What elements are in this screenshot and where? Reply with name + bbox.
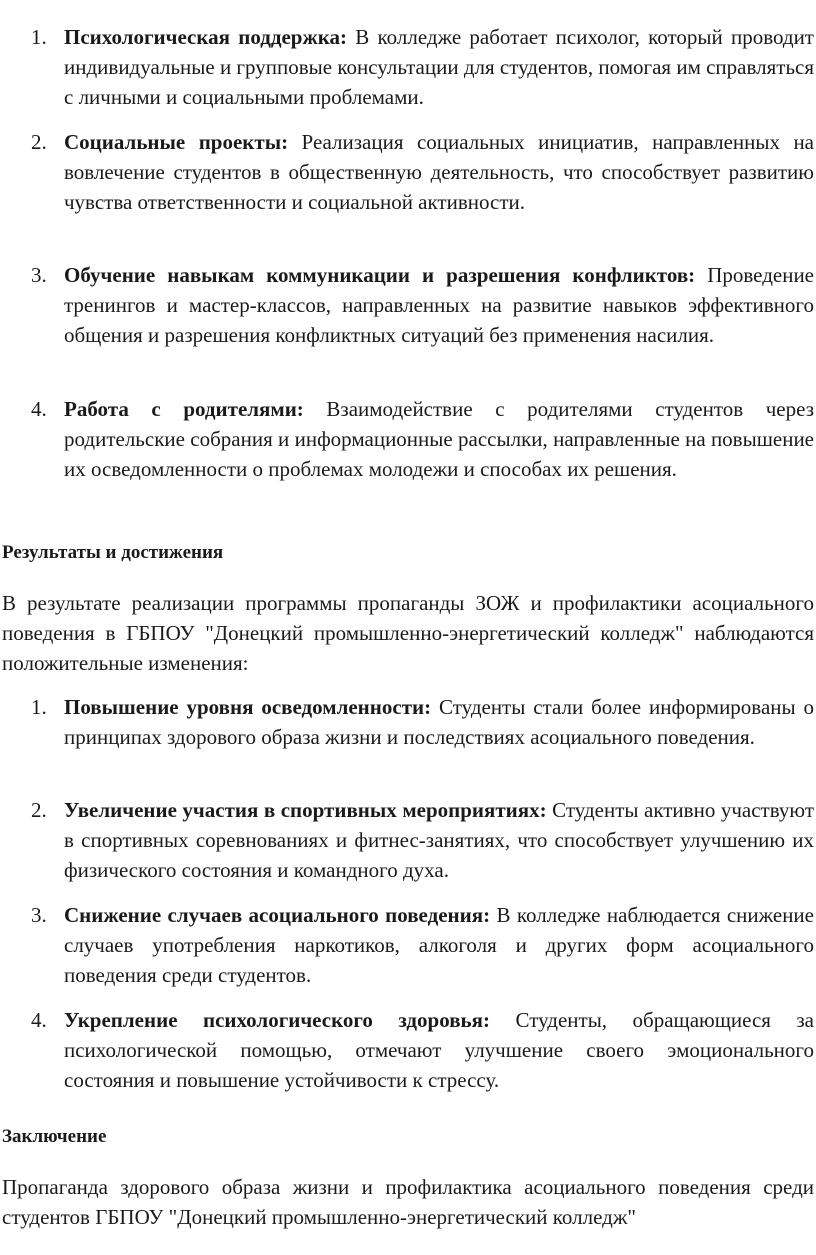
section-heading-results: Результаты и достижения <box>2 542 224 563</box>
list-item-title: Обучение навыкам коммуникации и разрешения конфликтов: <box>64 263 696 287</box>
list-number: 4. <box>31 1008 47 1032</box>
list-item-body: Реализация социальных инициатив, направленных на вовлечение студентов в общественную деятельность, что способствует развитию чувства ответственности и социальной активности. <box>64 130 814 214</box>
list-item-text <box>64 692 814 752</box>
conclusion-paragraph: Пропаганда здорового образа жизни и профилактика асоциального поведения среди студентов ГБПОУ "Донецкий промышленно-энергетический колледж" <box>2 1175 814 1229</box>
list-number: 2. <box>31 130 47 154</box>
list-item-body: Студенты активно участвуют в спортивных соревнованиях и фитнес-занятиях, что способствует улучшению их физического состояния и командного духа. <box>64 798 814 882</box>
list-item-title: Социальные проекты: <box>64 130 289 154</box>
list-item-text <box>64 394 814 484</box>
list-number: 2. <box>31 798 47 822</box>
list-item-body: Студенты, обращающиеся за психологической помощью, отмечают улучшение своего эмоционального состояния и повышение устойчивости к стрессу. <box>64 1008 815 1092</box>
results-intro-paragraph: В результате реализации программы пропаганды ЗОЖ и профилактики асоциального поведения в ГБПОУ "Донецкий промышленно-энергетический колледж" наблюдаются положительные изменения: <box>2 591 814 675</box>
list-item-title: Снижение случаев асоциального поведения: <box>64 903 491 927</box>
list-item-text <box>64 900 814 990</box>
list-item-body: Проведение тренингов и мастер-классов, направленных на развитие навыков эффективного общения и разрешения конфликтных ситуаций без применения насилия. <box>64 263 814 347</box>
list-item-title: Укрепление психологического здоровья: <box>64 1008 491 1032</box>
list-number: 1. <box>31 25 47 49</box>
list-item-text <box>64 795 814 885</box>
list-item-text <box>64 260 814 350</box>
list-number: 4. <box>31 397 47 421</box>
list-item-text <box>64 127 814 217</box>
list-number: 3. <box>31 903 47 927</box>
list-item-body: Взаимодействие с родителями студентов через родительские собрания и информационные рассылки, направленные на повышение их осведомленности о проблемах молодежи и способах их решения. <box>64 397 815 481</box>
list-item-text <box>64 1005 814 1095</box>
list-item-body: Студенты стали более информированы о принципах здорового образа жизни и последствиях асоциального поведения. <box>64 695 815 749</box>
section-heading-conclusion: Заключение <box>2 1126 107 1147</box>
list-item-title: Повышение уровня осведомленности: <box>64 695 432 719</box>
list-number: 3. <box>31 263 47 287</box>
list-item-body: В колледже наблюдается снижение случаев употребления наркотиков, алкоголя и других форм асоциального поведения среди студентов. <box>64 903 814 987</box>
list-item-text <box>64 22 814 112</box>
list-number: 1. <box>31 695 47 719</box>
list-item-title: Увеличение участия в спортивных мероприятиях: <box>64 798 547 822</box>
list-item-title: Работа с родителями: <box>64 397 304 421</box>
list-item-body: В колледже работает психолог, который проводит индивидуальные и групповые консультации для студентов, помогая им справляться с личными и социальными проблемами. <box>64 25 814 109</box>
list-item-title: Психологическая поддержка: <box>64 25 347 49</box>
